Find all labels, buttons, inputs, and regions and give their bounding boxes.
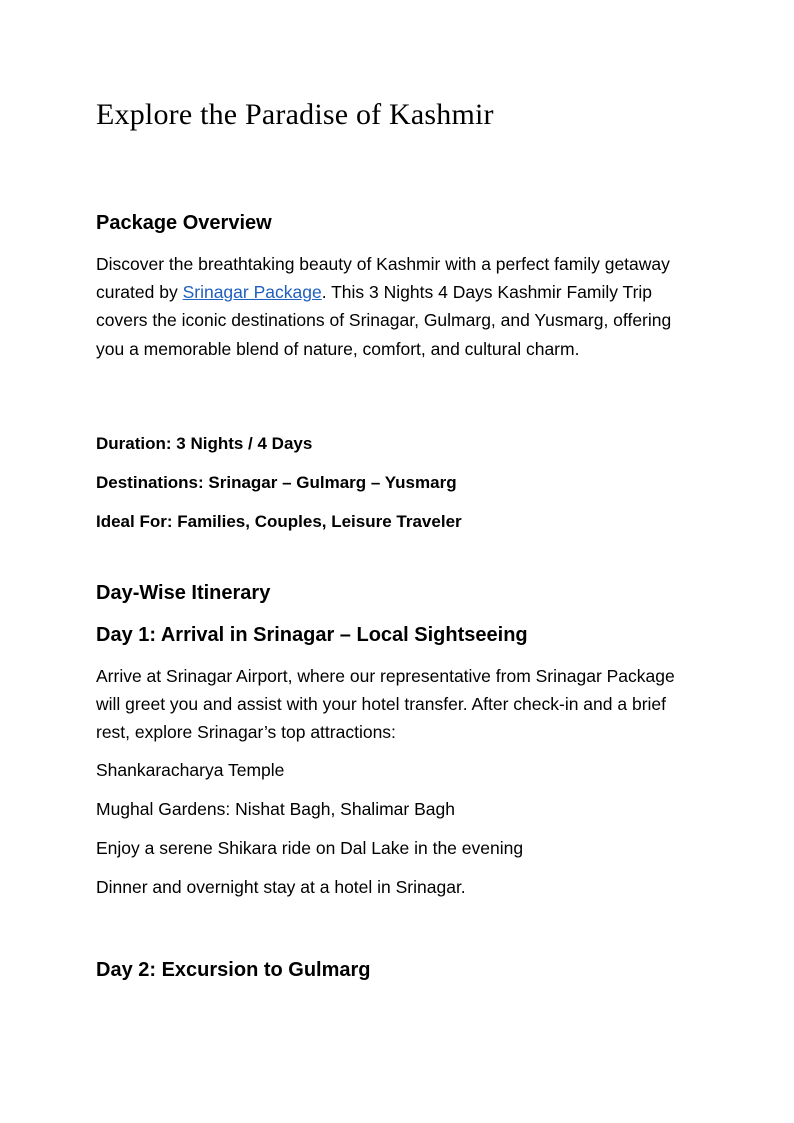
destinations-fact: Destinations: Srinagar – Gulmarg – Yusmarg: [96, 473, 457, 492]
day1-list-item: Mughal Gardens: Nishat Bagh, Shalimar Bagh: [96, 799, 455, 819]
page-title: Explore the Paradise of Kashmir: [96, 98, 494, 131]
overview-text-end: . This 3 Nights 4 Days Kashmir Family Trip covers the iconic destinations of Srinagar, Gulmarg, and Yusmarg, offering you a memorable blend of nature, comfort, and cultural charm.: [96, 282, 672, 359]
overview-paragraph: [96, 250, 696, 363]
duration-fact: Duration: 3 Nights / 4 Days: [96, 434, 313, 453]
itinerary-heading: Day-Wise Itinerary: [96, 582, 271, 604]
day1-list-item: Dinner and overnight stay at a hotel in Srinagar.: [96, 877, 466, 897]
ideal-for-fact: Ideal For: Families, Couples, Leisure Traveler: [96, 512, 462, 531]
day1-heading: Day 1: Arrival in Srinagar – Local Sightseeing: [96, 624, 528, 646]
srinagar-package-link[interactable]: Srinagar Package: [182, 282, 322, 303]
day2-heading: Day 2: Excursion to Gulmarg: [96, 959, 371, 981]
day1-intro: Arrive at Srinagar Airport, where our representative from Srinagar Package will greet you and assist with your hotel transfer. After check-in and a brief rest, explore Srinagar’s top attractions:: [96, 666, 675, 743]
day1-list-item: Shankaracharya Temple: [96, 760, 285, 780]
overview-heading: Package Overview: [96, 212, 272, 234]
overview-text-start: Discover the breathtaking beauty of Kashmir with a perfect family getaway curated by: [96, 254, 670, 303]
day1-list-item: Enjoy a serene Shikara ride on Dal Lake in the evening: [96, 838, 524, 858]
